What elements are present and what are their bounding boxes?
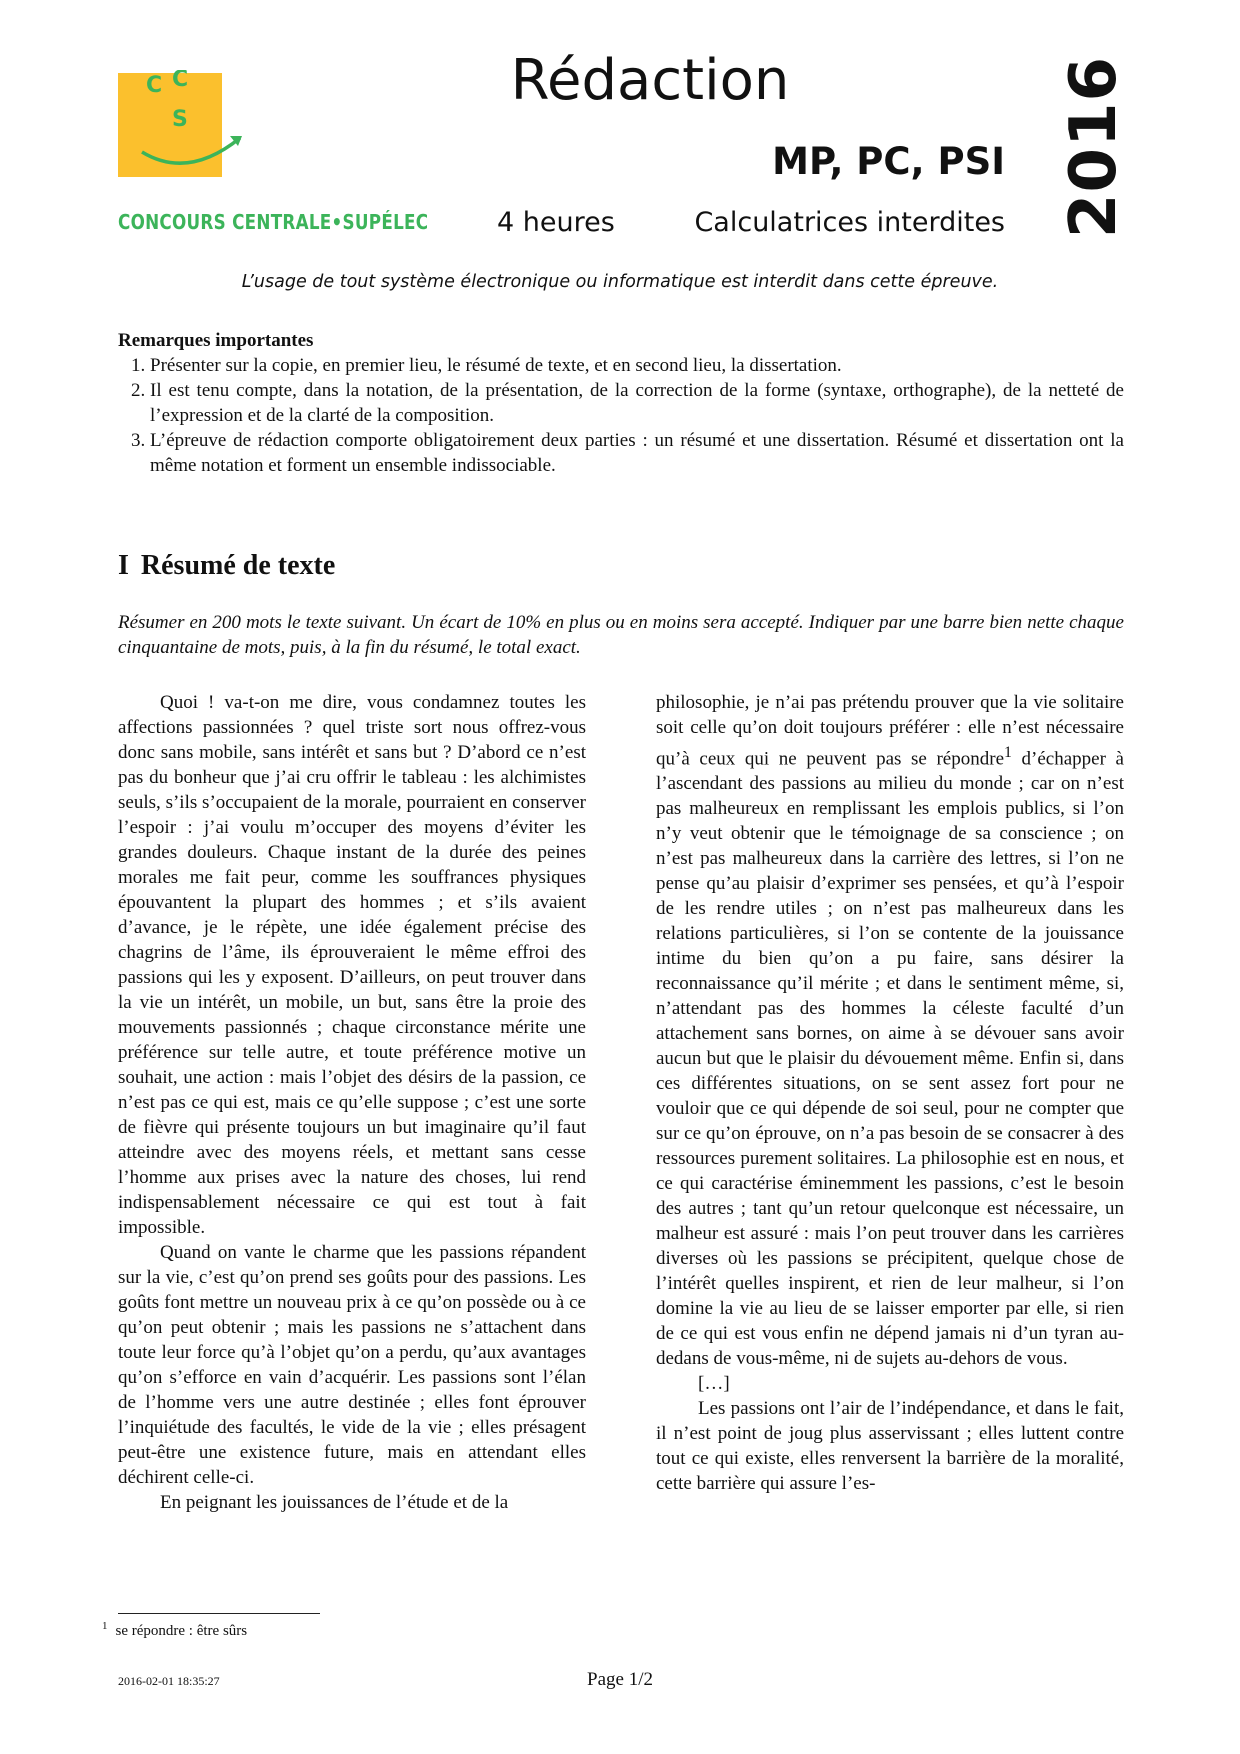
year-text: 2016: [1057, 55, 1131, 239]
remarks-list: [118, 353, 1124, 478]
paragraph: Quand on vante le charme que les passions répandent sur la vie, c’est qu’on prend ses goûts pour des passions. Les goûts font mettre un nouveau prix à ce qu’on possède ou à ce qu’on peut obtenir ; mais les passions ne s’attachent dans toute leur force qu’à l’objet qu’on a perdu, qu’aux avantages qu’on s’efforce en vain d’acquérir. Les passions sont l’élan de l’homme vers une autre destinée ; elles font éprouver l’inquiétude des facultés, le vide de la vie ; elles présagent peut-être une existence future, mais en attendant elles déchirent celle-ci.: [118, 1242, 586, 1488]
streams: MP, PC, PSI: [772, 140, 1005, 183]
page-number: Page 1/2: [587, 1669, 653, 1690]
remark-item: 2. Il est tenu compte, dans la notation, de la présentation, de la correction de la forme (syntaxe, orthographe), de la netteté de l’expression et de la clarté de la composition.: [150, 378, 1124, 428]
duration: 4 heures: [497, 207, 615, 238]
section-instruction: Résumer en 200 mots le texte suivant. Un écart de 10% en plus ou en moins sera accepté. Indiquer par une barre bien nette chaque cinquantaine de mots, puis, à la fin du résumé, le total exact.: [118, 612, 1124, 658]
year-badge: [1058, 52, 1130, 242]
paragraph: En peignant les jouissances de l’étude et de la: [160, 1492, 509, 1513]
page-title: Rédaction: [510, 48, 790, 113]
timestamp: 2016-02-01 18:35:27: [118, 1674, 220, 1688]
section-number: I: [118, 550, 129, 581]
remarks: [118, 328, 1124, 478]
text-column-right: [656, 690, 1124, 1496]
footnote: [102, 1620, 247, 1640]
logo-letter-s: S: [172, 107, 188, 132]
remark-item: 3. L’épreuve de rédaction comporte obligatoirement deux parties : un résumé et une dissertation. Résumé et dissertation ont la même notation et forment un ensemble indissociable.: [150, 428, 1124, 478]
footnote-rule: [118, 1613, 320, 1614]
paragraph: Quoi ! va-t-on me dire, vous condamnez toutes les affections passionnées ? quel triste sort nous offrez-vous donc sans mobile, sans intérêt et sans but ? D’abord ce n’est pas du bonheur que j’ai cru offrir le tableau : les alchimistes seuls, s’ils s’occupaient de la morale, pourraient en conserver l’espoir : j’ai voulu m’occuper des moyens d’éviter les grandes douleurs. Chaque instant de la durée des peines morales me fait peur, comme les souffrances physiques épouvantent la plupart des hommes ; et s’ils avaient d’avance, je le répète, une idée également précise des chagrins de l’âme, ils éprouveraient le même effroi des passions qui les y exposent. D’ailleurs, on peut trouver dans la vie un intérêt, un mobile, un but, sans être la proie des mouvements passionnés ; chaque circonstance mérite une préférence sur telle autre, et toute préférence motive un souhait, une action : mais l’objet des désirs de la passion, ce n’est pas ce qui est, mais ce qu’elle suppose ; c’est une sorte de fièvre qui présente toujours un but imaginaire qu’il faut atteindre avec des moyens réels, et mettant sans cesse l’homme aux prises avec la nature des choses, lui rend indispensablement nécessaire ce qui est tout à fait impossible.: [118, 692, 586, 1238]
paragraph-continued: [656, 690, 1124, 1371]
calculator-rule: Calculatrices interdites: [694, 207, 1005, 238]
footnote-number: 1: [102, 1620, 108, 1632]
remarks-heading: Remarques importantes: [118, 330, 314, 351]
logo-name: CONCOURS CENTRALE•SUPÉLEC: [118, 210, 429, 234]
section-heading: [118, 550, 335, 582]
section-title: Résumé de texte: [140, 550, 336, 581]
logo-letter-c1: C: [146, 73, 163, 98]
footnote-text: se répondre : être sûrs: [115, 1623, 248, 1639]
logo-letter-c2: C: [172, 70, 189, 92]
electronics-warning: L’usage de tout système électronique ou informatique est interdit dans cette épreuve.: [241, 272, 999, 292]
footnote-marker: 1: [1004, 744, 1012, 761]
paragraph: Les passions ont l’air de l’indépendance, et dans le fait, il n’est point de joug plus asservissant ; elles luttent contre tout ce qui existe, elles renversent la barrière de la moralité, cette barrière qui assure l’es-: [656, 1398, 1124, 1495]
text-column-left: [118, 690, 586, 1515]
text-fragment: philosophie, je n’ai pas prétendu prouver que la vie solitaire soit celle qu’on doit toujours préférer : elle n’est nécessaire qu’à ceux qui ne peuvent pas se répondre: [656, 692, 1124, 770]
text-fragment: d’échapper à l’ascendant des passions au milieu du monde ; car on n’est pas malheureux en remplissant les emplois publics, si l’on n’y veut obtenir que le témoignage de sa conscience ; on n’est pas malheureux dans la carrière des lettres, si l’on ne pense qu’au plaisir d’exprimer ses pensées, et qu’à l’espoir de les rendre utiles ; on n’est pas malheureux dans les relations particulières, si l’on se contente de la jouissance intime du bien qu’on a pu faire, sans désirer la reconnaissance qu’il mérite ; et dans le sentiment même, si, n’attendant pas des hommes la céleste faculté d’un attachement sans bornes, on aime à se dévouer sans avoir aucun but que le plaisir du dévouement même. Enfin si, dans ces différentes situations, on se sent assez fort pour ne vouloir que ce qui dépende de soi seul, pour ne compter que sur ce qu’on éprouve, on n’a pas besoin de se consacrer à des ressources purement solitaires. La philosophie est en nous, et ce qui caractérise éminemment les passions, c’est le besoin des autres ; tant qu’un retour quelconque est nécessaire, un malheur est assuré : mais l’on peut trouver dans les carrières diverses où les passions se précipitent, quelque chose de l’intérêt quelles inspirent, et rien de leur malheur, si l’on domine la vie au lieu de se laisser emporter par elle, si rien de ce qui est vous enfin ne dépend jamais ni d’un tyran au-dedans de vous-même, ni de sujets au-dehors de vous.: [656, 748, 1124, 1370]
ellipsis: […]: [698, 1373, 730, 1395]
remark-item: 1. Présenter sur la copie, en premier lieu, le résumé de texte, et en second lieu, la dissertation.: [150, 353, 1124, 378]
